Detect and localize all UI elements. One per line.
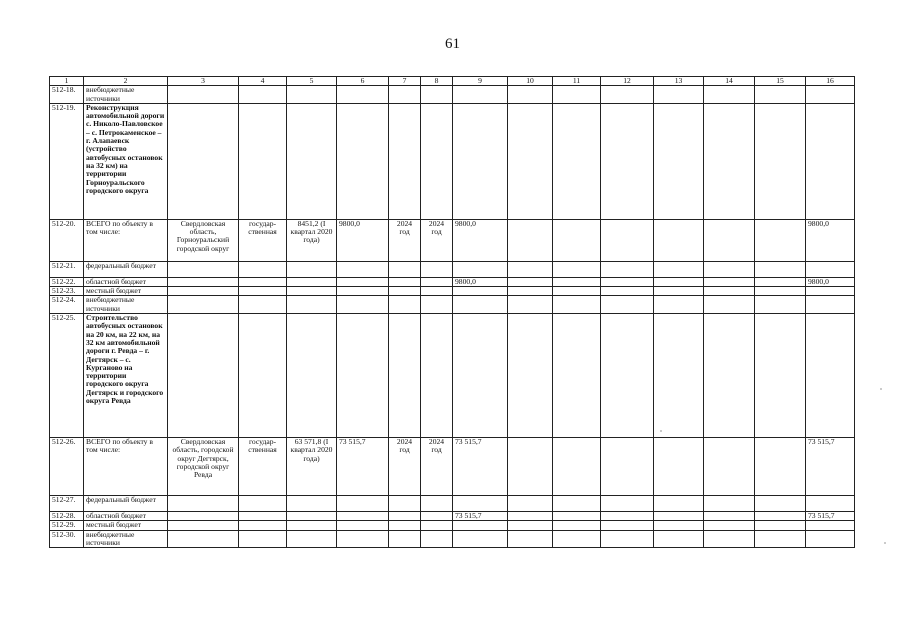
empty-cell (704, 261, 755, 277)
empty-cell (553, 438, 601, 496)
end-year-cell (421, 512, 453, 521)
column-header: 14 (704, 77, 755, 86)
empty-cell (553, 277, 601, 286)
empty-cell (755, 530, 806, 548)
object-name: местный бюджет (84, 521, 168, 530)
start-year-cell (389, 103, 421, 219)
empty-cell (508, 296, 553, 314)
start-year-cell (389, 86, 421, 104)
total-cost-cell (337, 530, 389, 548)
end-year-cell (421, 314, 453, 438)
empty-cell (508, 314, 553, 438)
end-year-cell (421, 530, 453, 548)
end-year-cell (421, 521, 453, 530)
funding-cell (453, 496, 508, 512)
location-cell (168, 314, 239, 438)
empty-cell (704, 314, 755, 438)
funding-cell (453, 86, 508, 104)
row-number: 512-22. (50, 277, 84, 286)
location-cell (168, 521, 239, 530)
start-year-cell (389, 261, 421, 277)
ownership-cell (239, 521, 287, 530)
ownership-cell (239, 287, 287, 296)
estimated-cost-cell: 63 571,8 (I квартал 2020 года) (287, 438, 337, 496)
total-cost-cell: 9800,0 (337, 219, 389, 261)
ownership-cell (239, 512, 287, 521)
empty-cell (755, 261, 806, 277)
ownership-cell (239, 103, 287, 219)
table-row (50, 521, 855, 530)
table-row (50, 261, 855, 277)
ownership-cell (239, 261, 287, 277)
row-number: 512-28. (50, 512, 84, 521)
estimated-cost-cell (287, 512, 337, 521)
empty-cell (654, 103, 704, 219)
empty-cell (508, 277, 553, 286)
total-cost-cell (337, 287, 389, 296)
empty-cell (508, 496, 553, 512)
empty-cell (654, 86, 704, 104)
funding-cell (453, 103, 508, 219)
empty-cell (553, 530, 601, 548)
empty-cell (654, 261, 704, 277)
empty-cell (755, 86, 806, 104)
empty-cell (704, 438, 755, 496)
empty-cell (508, 103, 553, 219)
empty-cell (704, 287, 755, 296)
location-cell (168, 496, 239, 512)
ownership-cell (239, 277, 287, 286)
empty-cell (755, 512, 806, 521)
empty-cell (704, 277, 755, 286)
location-cell (168, 530, 239, 548)
empty-cell (654, 296, 704, 314)
empty-cell (704, 296, 755, 314)
object-name: ВСЕГО по объекту в том числе: (84, 438, 168, 496)
table-row (50, 438, 855, 496)
table-row (50, 512, 855, 521)
total-cost-cell (337, 86, 389, 104)
column-header: 12 (601, 77, 654, 86)
column-header: 7 (389, 77, 421, 86)
row-number: 512-18. (50, 86, 84, 104)
total-funding-cell: 73 515,7 (806, 512, 855, 521)
table-row (50, 296, 855, 314)
location-cell (168, 287, 239, 296)
empty-cell (601, 438, 654, 496)
location-cell (168, 86, 239, 104)
total-funding-cell (806, 314, 855, 438)
empty-cell (704, 86, 755, 104)
empty-cell (755, 296, 806, 314)
location-cell (168, 103, 239, 219)
estimated-cost-cell (287, 86, 337, 104)
total-funding-cell: 73 515,7 (806, 438, 855, 496)
object-name: ВСЕГО по объекту в том числе: (84, 219, 168, 261)
empty-cell (553, 287, 601, 296)
start-year-cell (389, 512, 421, 521)
table-row (50, 314, 855, 438)
ownership-cell (239, 530, 287, 548)
total-funding-cell (806, 287, 855, 296)
funding-cell (453, 521, 508, 530)
end-year-cell (421, 261, 453, 277)
location-cell (168, 261, 239, 277)
empty-cell (553, 296, 601, 314)
empty-cell (553, 103, 601, 219)
estimated-cost-cell (287, 530, 337, 548)
estimated-cost-cell (287, 496, 337, 512)
empty-cell (755, 438, 806, 496)
row-number: 512-24. (50, 296, 84, 314)
table-row (50, 103, 855, 219)
empty-cell (553, 219, 601, 261)
total-funding-cell: 9800,0 (806, 277, 855, 286)
column-header: 3 (168, 77, 239, 86)
empty-cell (553, 86, 601, 104)
end-year-cell (421, 277, 453, 286)
funding-cell: 9800,0 (453, 277, 508, 286)
empty-cell (553, 521, 601, 530)
empty-cell (654, 314, 704, 438)
empty-cell (508, 287, 553, 296)
total-cost-cell: 73 515,7 (337, 438, 389, 496)
column-header: 11 (553, 77, 601, 86)
empty-cell (704, 496, 755, 512)
empty-cell (553, 261, 601, 277)
row-number: 512-30. (50, 530, 84, 548)
object-name: внебюджетные источники (84, 530, 168, 548)
total-funding-cell (806, 530, 855, 548)
total-cost-cell (337, 314, 389, 438)
total-funding-cell: 9800,0 (806, 219, 855, 261)
empty-cell (704, 521, 755, 530)
empty-cell (755, 219, 806, 261)
estimated-cost-cell (287, 314, 337, 438)
empty-cell (553, 314, 601, 438)
start-year-cell (389, 521, 421, 530)
end-year-cell: 2024 год (421, 438, 453, 496)
column-header: 4 (239, 77, 287, 86)
funding-cell (453, 530, 508, 548)
estimated-cost-cell: 8451,2 (I квартал 2020 года) (287, 219, 337, 261)
empty-cell (654, 530, 704, 548)
row-number: 512-25. (50, 314, 84, 438)
empty-cell (601, 512, 654, 521)
empty-cell (601, 314, 654, 438)
empty-cell (654, 438, 704, 496)
empty-cell (755, 287, 806, 296)
empty-cell (601, 530, 654, 548)
empty-cell (508, 530, 553, 548)
start-year-cell (389, 277, 421, 286)
total-cost-cell (337, 261, 389, 277)
empty-cell (654, 277, 704, 286)
row-number: 512-29. (50, 521, 84, 530)
empty-cell (601, 287, 654, 296)
total-funding-cell (806, 86, 855, 104)
object-name: федеральный бюджет (84, 496, 168, 512)
empty-cell (654, 219, 704, 261)
start-year-cell (389, 530, 421, 548)
estimated-cost-cell (287, 296, 337, 314)
end-year-cell: 2024 год (421, 219, 453, 261)
column-header: 8 (421, 77, 453, 86)
column-header: 2 (84, 77, 168, 86)
estimated-cost-cell (287, 287, 337, 296)
end-year-cell (421, 496, 453, 512)
column-header: 1 (50, 77, 84, 86)
total-funding-cell (806, 521, 855, 530)
empty-cell (553, 512, 601, 521)
table-row (50, 287, 855, 296)
start-year-cell (389, 296, 421, 314)
end-year-cell (421, 287, 453, 296)
ownership-cell (239, 314, 287, 438)
empty-cell (601, 261, 654, 277)
empty-cell (755, 277, 806, 286)
empty-cell (755, 314, 806, 438)
total-cost-cell (337, 277, 389, 286)
empty-cell (508, 512, 553, 521)
empty-cell (704, 219, 755, 261)
object-name: Реконструкция автомобильной дороги с. Николо-Павловское – с. Петрокаменское – г. Алапаевск (устройство автобусных остановок на 32 км) на территории Горноуральского городского округа (84, 103, 168, 219)
funding-cell: 73 515,7 (453, 438, 508, 496)
start-year-cell: 2024 год (389, 219, 421, 261)
total-funding-cell (806, 261, 855, 277)
empty-cell (755, 521, 806, 530)
total-cost-cell (337, 103, 389, 219)
start-year-cell (389, 496, 421, 512)
location-cell: Свердловская область, городской округ Дегтярск, городской округ Ревда (168, 438, 239, 496)
end-year-cell (421, 296, 453, 314)
estimated-cost-cell (287, 261, 337, 277)
ownership-cell: государ-ственная (239, 438, 287, 496)
object-name: внебюджетные источники (84, 86, 168, 104)
row-number: 512-23. (50, 287, 84, 296)
empty-cell (704, 103, 755, 219)
ownership-cell (239, 86, 287, 104)
total-funding-cell (806, 103, 855, 219)
ownership-cell (239, 296, 287, 314)
column-header: 6 (337, 77, 389, 86)
funding-cell: 9800,0 (453, 219, 508, 261)
funding-cell (453, 314, 508, 438)
estimated-cost-cell (287, 103, 337, 219)
column-header: 5 (287, 77, 337, 86)
column-header: 9 (453, 77, 508, 86)
scan-speck (660, 430, 662, 432)
estimated-cost-cell (287, 521, 337, 530)
total-cost-cell (337, 496, 389, 512)
scan-speck (884, 542, 886, 544)
object-name: федеральный бюджет (84, 261, 168, 277)
total-cost-cell (337, 512, 389, 521)
object-name: местный бюджет (84, 287, 168, 296)
column-header: 10 (508, 77, 553, 86)
empty-cell (704, 530, 755, 548)
funding-cell: 73 515,7 (453, 512, 508, 521)
row-number: 512-20. (50, 219, 84, 261)
funding-cell (453, 261, 508, 277)
table-row (50, 496, 855, 512)
empty-cell (601, 496, 654, 512)
row-number: 512-19. (50, 103, 84, 219)
location-cell (168, 296, 239, 314)
empty-cell (601, 277, 654, 286)
table-row (50, 530, 855, 548)
row-number: 512-27. (50, 496, 84, 512)
scan-speck (880, 388, 882, 390)
total-cost-cell (337, 521, 389, 530)
object-name: внебюджетные источники (84, 296, 168, 314)
total-funding-cell (806, 496, 855, 512)
empty-cell (654, 496, 704, 512)
empty-cell (601, 521, 654, 530)
empty-cell (755, 496, 806, 512)
column-header: 15 (755, 77, 806, 86)
start-year-cell: 2024 год (389, 438, 421, 496)
end-year-cell (421, 86, 453, 104)
object-name: областной бюджет (84, 277, 168, 286)
start-year-cell (389, 287, 421, 296)
funding-cell (453, 287, 508, 296)
empty-cell (508, 86, 553, 104)
ownership-cell (239, 496, 287, 512)
table-row (50, 277, 855, 286)
page-number: 61 (445, 36, 460, 52)
empty-cell (601, 103, 654, 219)
table-row (50, 219, 855, 261)
empty-cell (755, 103, 806, 219)
empty-cell (654, 287, 704, 296)
object-name: областной бюджет (84, 512, 168, 521)
empty-cell (553, 496, 601, 512)
column-header: 16 (806, 77, 855, 86)
empty-cell (601, 296, 654, 314)
empty-cell (601, 86, 654, 104)
empty-cell (654, 512, 704, 521)
empty-cell (508, 521, 553, 530)
location-cell (168, 277, 239, 286)
empty-cell (601, 219, 654, 261)
ownership-cell: государ-ственная (239, 219, 287, 261)
empty-cell (508, 219, 553, 261)
location-cell: Свердловская область, Горноуральский городской округ (168, 219, 239, 261)
empty-cell (704, 512, 755, 521)
row-number: 512-21. (50, 261, 84, 277)
total-funding-cell (806, 296, 855, 314)
end-year-cell (421, 103, 453, 219)
estimated-cost-cell (287, 277, 337, 286)
location-cell (168, 512, 239, 521)
empty-cell (508, 438, 553, 496)
empty-cell (508, 261, 553, 277)
empty-cell (654, 521, 704, 530)
row-number: 512-26. (50, 438, 84, 496)
funding-cell (453, 296, 508, 314)
column-header: 13 (654, 77, 704, 86)
table-row (50, 86, 855, 104)
start-year-cell (389, 314, 421, 438)
total-cost-cell (337, 296, 389, 314)
investment-table (49, 76, 855, 548)
object-name: Строительство автобусных остановок на 20 км, на 22 км, на 32 км автомобильной дороги г. Ревда – г. Дегтярск – с. Курганово на территории городского округа Дегтярск и городского округа Ревда (84, 314, 168, 438)
header-row (50, 77, 855, 86)
